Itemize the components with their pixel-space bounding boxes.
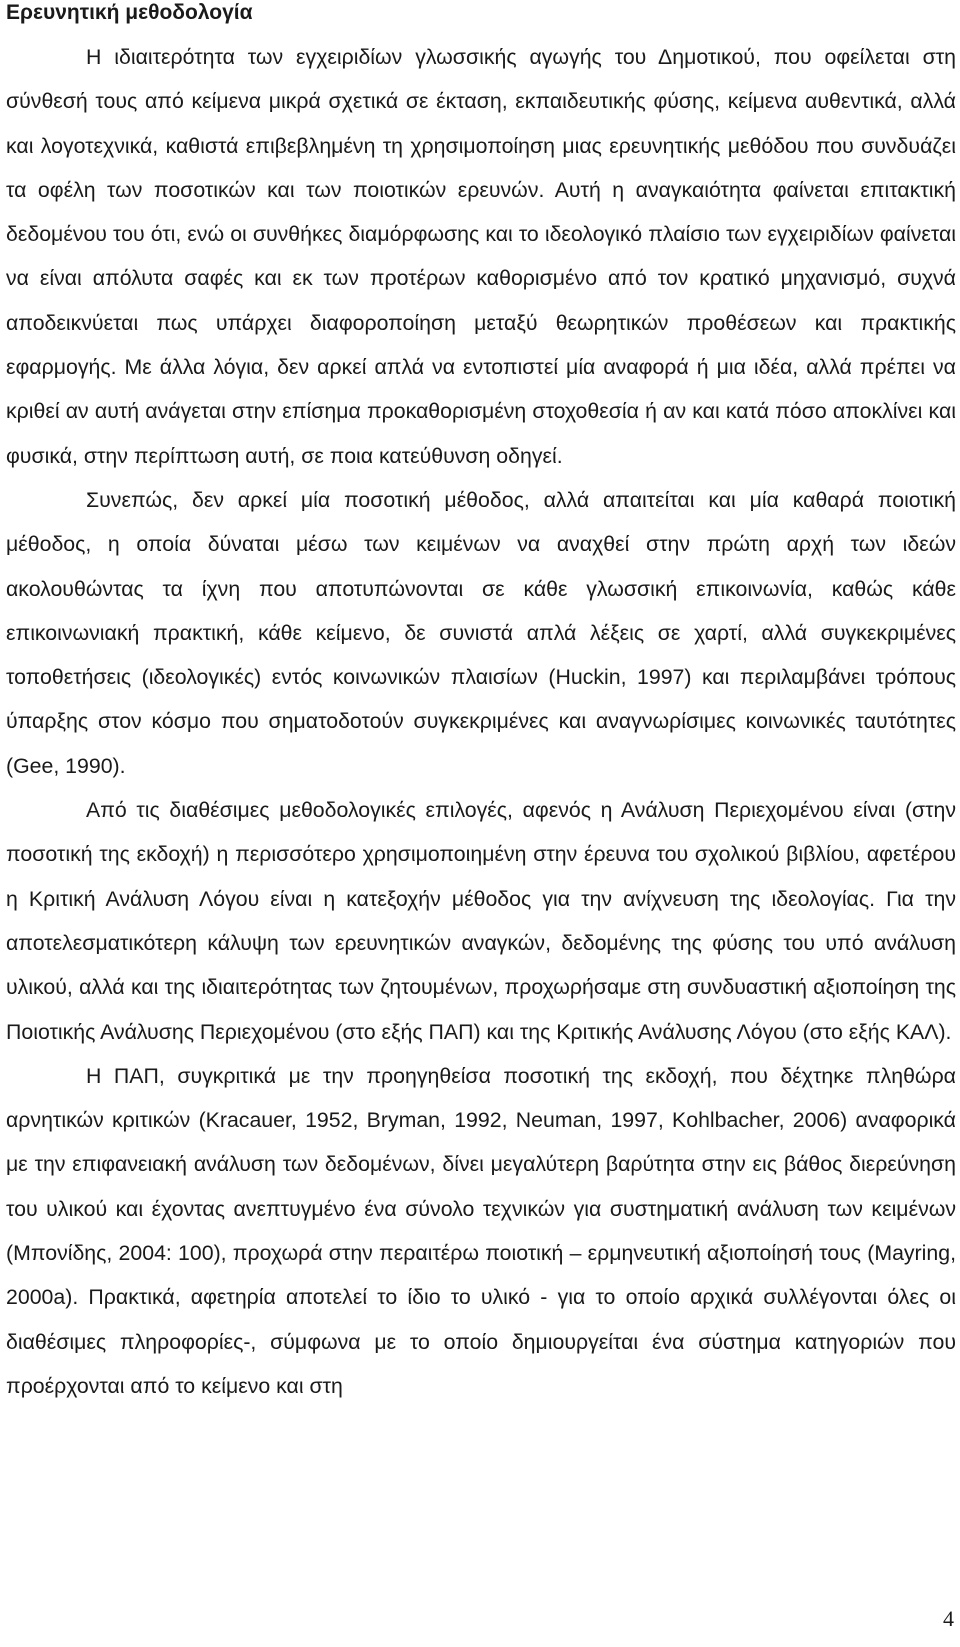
paragraph-4: Η ΠΑΠ, συγκριτικά με την προηγηθείσα ποσοτική της εκδοχή, που δέχτηκε πληθώρα αρνητικών κριτικών (Kracauer, 1952, Bryman, 1992, Neuman, 1997, Kohlbacher, 2006) αναφορικά με την επιφανειακή ανάλυση των δεδομένων, δίνει μεγαλύτερη βαρύτητα στην εις βάθος διερεύνηση του υλικού και έχοντας ανεπτυγμένο ένα σύνολο τεχνικών για συστηματική ανάλυση των κειμένων (Μπονίδης, 2004: 100), προχωρά στην περαιτέρω ποιοτική – ερμηνευτική αξιοποίησή τους (Mayring, 2000a). Πρακτικά, αφετηρία αποτελεί το ίδιο το υλικό - για το οποίο αρχικά συλλέγονται όλες οι διαθέσιμες πληροφορίες-, σύμφωνα με το οποίο δημιουργείται ένα σύστημα κατηγοριών που προέρχονται από το κείμενο και στη [6,1063,956,1398]
document-page [6,0,956,1408]
paragraph-2: Συνεπώς, δεν αρκεί μία ποσοτική μέθοδος, αλλά απαιτείται και μία καθαρά ποιοτική μέθοδος, η οποία δύναται μέσω των κειμένων να αναχθεί στην πρώτη αρχή των ιδεών ακολουθώντας τα ίχνη που αποτυπώνονται σε κάθε γλωσσική επικοινωνία, καθώς κάθε επικοινωνιακή πρακτική, κάθε κείμενο, δε συνιστά απλά λέξεις σε χαρτί, αλλά συγκεκριμένες τοποθετήσεις (ιδεολογικές) εντός κοινωνικών πλαισίων (Huckin, 1997) και περιλαμβάνει τρόπους ύπαρξης στον κόσμο που σηματοδοτούν συγκεκριμένες και αναγνωρίσιμες κοινωνικές ταυτότητες (Gee, 1990). [6,487,956,778]
section-heading: Ερευνητική μεθοδολογία [6,1,253,24]
paragraph-1: Η ιδιαιτερότητα των εγχειριδίων γλωσσικής αγωγής του Δημοτικού, που οφείλεται στη σύνθεσή τους από κείμενα μικρά σχετικά σε έκταση, εκπαιδευτικής φύσης, κείμενα αυθεντικά, αλλά και λογοτεχνικά, καθιστά επιβεβλημένη τη χρησιμοποίηση μιας ερευνητικής μεθόδου που συνδυάζει τα οφέλη των ποσοτικών και των ποιοτικών ερευνών. Αυτή η αναγκαιότητα φαίνεται επιτακτική δεδομένου του ότι, ενώ οι συνθήκες διαμόρφωσης και το ιδεολογικό πλαίσιο των εγχειριδίων φαίνεται να είναι απόλυτα σαφές και εκ των προτέρων καθορισμένο από τον κρατικό μηχανισμό, συχνά αποδεικνύεται πως υπάρχει διαφοροποίηση μεταξύ θεωρητικών προθέσεων και πρακτικής εφαρμογής. Με άλλα λόγια, δεν αρκεί απλά να εντοπιστεί μία αναφορά ή μια ιδέα, αλλά πρέπει να κριθεί αν αυτή ανάγεται στην επίσημα προκαθορισμένη στοχοθεσία ή αν και κατά πόσο αποκλίνει και φυσικά, στην περίπτωση αυτή, σε ποια κατεύθυνση οδηγεί. [6,45,956,468]
paragraph-3: Από τις διαθέσιμες μεθοδολογικές επιλογές, αφενός η Ανάλυση Περιεχομένου είναι (στην ποσοτική της εκδοχή) η περισσότερο χρησιμοποιημένη στην έρευνα του σχολικού βιβλίου, αφετέρου η Κριτική Ανάλυση Λόγου είναι η κατεξοχήν μέθοδος για την ανίχνευση της ιδεολογίας. Για την αποτελεσματικότερη κάλυψη των ερευνητικών αναγκών, δεδομένης της φύσης του υπό ανάλυση υλικού, αλλά και της ιδιαιτερότητας των ζητουμένων, προχωρήσαμε στη συνδυαστική αξιοποίηση της Ποιοτικής Ανάλυσης Περιεχομένου (στο εξής ΠΑΠ) και της Κριτικής Ανάλυσης Λόγου (στο εξής ΚΑΛ). [6,798,956,1044]
page-number: 4 [943,1606,954,1631]
